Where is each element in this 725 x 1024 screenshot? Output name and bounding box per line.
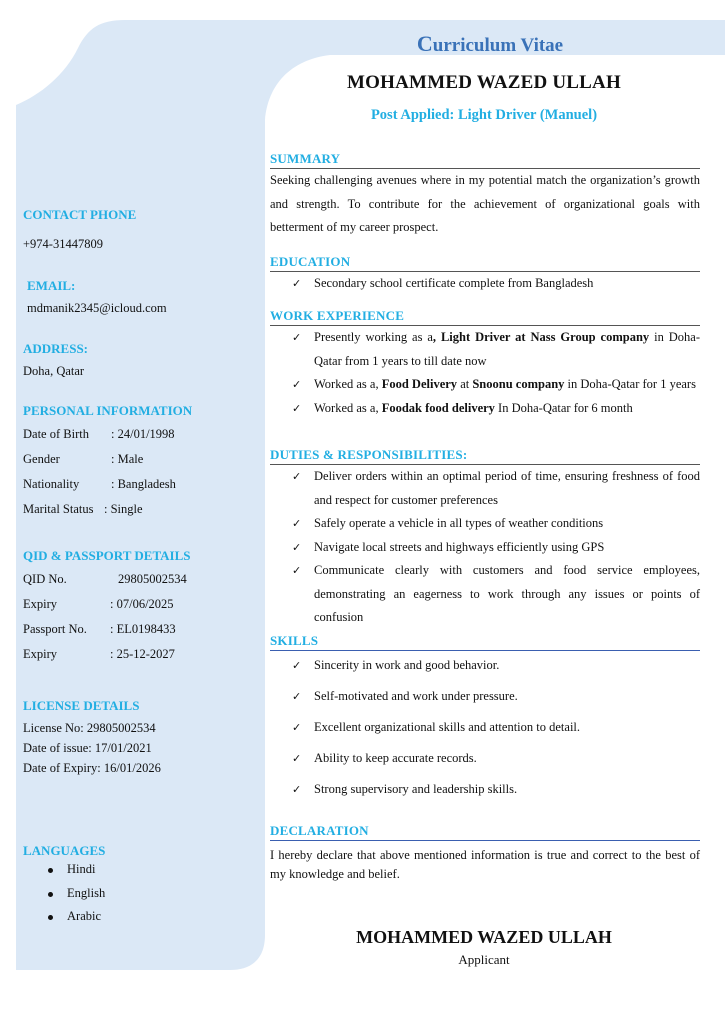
checkmark-icon: ✓ (292, 378, 302, 391)
email-value: mdmanik2345@icloud.com (27, 301, 167, 315)
summary-text: Seeking challenging avenues where in my potential match the organization’s growth and strength. To contribute for the achievement of organizational goals with betterment of my career prospect. (270, 173, 700, 234)
education-item: ✓ Secondary school certificate complete from Bangladesh (270, 272, 700, 296)
education-heading: EDUCATION (270, 254, 700, 272)
contact-phone-value: +974-31447809 (23, 237, 103, 251)
license-number: License No: 29805002534 (23, 721, 156, 735)
language-item: Hindi (48, 862, 105, 886)
checkmark-icon: ✓ (292, 752, 302, 765)
checkmark-icon: ✓ (292, 470, 302, 483)
qid-row: Passport No. : EL0198433 (23, 622, 176, 636)
duty-item: ✓ Deliver orders within an optimal period of time, ensuring freshness of food and respect for customer preferences (270, 465, 700, 512)
checkmark-icon: ✓ (292, 517, 302, 530)
checkmark-icon: ✓ (292, 721, 302, 734)
work-experience-section (270, 308, 700, 420)
skill-item: ✓ Ability to keep accurate records. (270, 743, 700, 774)
checkmark-icon: ✓ (292, 783, 302, 796)
qid-row: QID No. 29805002534 (23, 572, 187, 586)
signature-name: MOHAMMED WAZED ULLAH (356, 927, 612, 947)
license-issue-date: Date of issue: 17/01/2021 (23, 741, 152, 755)
checkmark-icon: ✓ (292, 564, 302, 577)
summary-heading: SUMMARY (270, 151, 700, 169)
checkmark-icon: ✓ (292, 331, 302, 344)
skill-item: ✓ Strong supervisory and leadership skills. (270, 774, 700, 805)
duty-item: ✓ Safely operate a vehicle in all types of weather conditions (270, 512, 700, 536)
summary-section (270, 151, 700, 240)
applicant-name: MOHAMMED WAZED ULLAH (347, 72, 621, 93)
duty-item: ✓ Navigate local streets and highways efficiently using GPS (270, 536, 700, 560)
work-experience-heading: WORK EXPERIENCE (270, 308, 700, 326)
license-heading: LICENSE DETAILS (23, 698, 140, 713)
language-item: English (48, 886, 105, 910)
declaration-text: I hereby declare that above mentioned information is true and correct to the best of my knowledge and belief. (270, 848, 700, 881)
skills-heading: SKILLS (270, 633, 700, 651)
checkmark-icon: ✓ (292, 277, 302, 290)
skill-item: ✓ Sincerity in work and good behavior. (270, 650, 700, 681)
qid-passport-heading: QID & PASSPORT DETAILS (23, 548, 191, 563)
address-value: Doha, Qatar (23, 364, 85, 378)
language-item: Arabic (48, 909, 105, 933)
cv-title: Curriculum Vitae (416, 31, 564, 56)
duty-item: ✓ Communicate clearly with customers and food service employees, demonstrating an eagerness to work through any issues or points of confusion (270, 559, 700, 630)
contact-phone-heading: CONTACT PHONE (23, 207, 137, 222)
skill-item: ✓ Excellent organizational skills and attention to detail. (270, 712, 700, 743)
bullet-icon (48, 868, 53, 873)
personal-row: Gender : Male (23, 452, 144, 466)
work-item: ✓ Presently working as a, Light Driver at Nass Group company in Doha-Qatar from 1 years to till date now (270, 326, 700, 373)
education-section (270, 254, 700, 296)
duties-section (270, 447, 700, 630)
skills-section (270, 633, 700, 805)
work-item: ✓ Worked as a, Foodak food delivery In Doha-Qatar for 6 month (270, 397, 700, 421)
personal-row: Date of Birth : 24/01/1998 (23, 427, 175, 441)
languages-list (48, 862, 105, 933)
email-heading: EMAIL: (27, 278, 76, 293)
duties-heading: DUTIES & RESPONSIBILITIES: (270, 447, 700, 465)
languages-heading: LANGUAGES (23, 843, 106, 858)
bullet-icon (48, 892, 53, 897)
checkmark-icon: ✓ (292, 401, 302, 415)
checkmark-icon: ✓ (292, 690, 302, 703)
work-item: ✓ Worked as a, Food Delivery at Snoonu company in Doha-Qatar for 1 years (270, 373, 700, 397)
declaration-heading: DECLARATION (270, 823, 700, 841)
personal-info-heading: PERSONAL INFORMATION (23, 403, 193, 418)
license-expiry-date: Date of Expiry: 16/01/2026 (23, 761, 161, 775)
qid-row: Expiry : 25-12-2027 (23, 647, 175, 661)
personal-row: Nationality : Bangladesh (23, 477, 176, 491)
qid-row: Expiry : 07/06/2025 (23, 597, 174, 611)
address-heading: ADDRESS: (23, 341, 89, 356)
declaration-section (270, 823, 700, 884)
checkmark-icon: ✓ (292, 659, 302, 672)
checkmark-icon: ✓ (292, 540, 302, 554)
post-applied: Post Applied: Light Driver (Manuel) (370, 107, 598, 123)
skill-item: ✓ Self-motivated and work under pressure. (270, 681, 700, 712)
bullet-icon (48, 915, 53, 920)
personal-row: Marital Status : Single (23, 502, 143, 516)
signature-role: Applicant (458, 952, 510, 967)
